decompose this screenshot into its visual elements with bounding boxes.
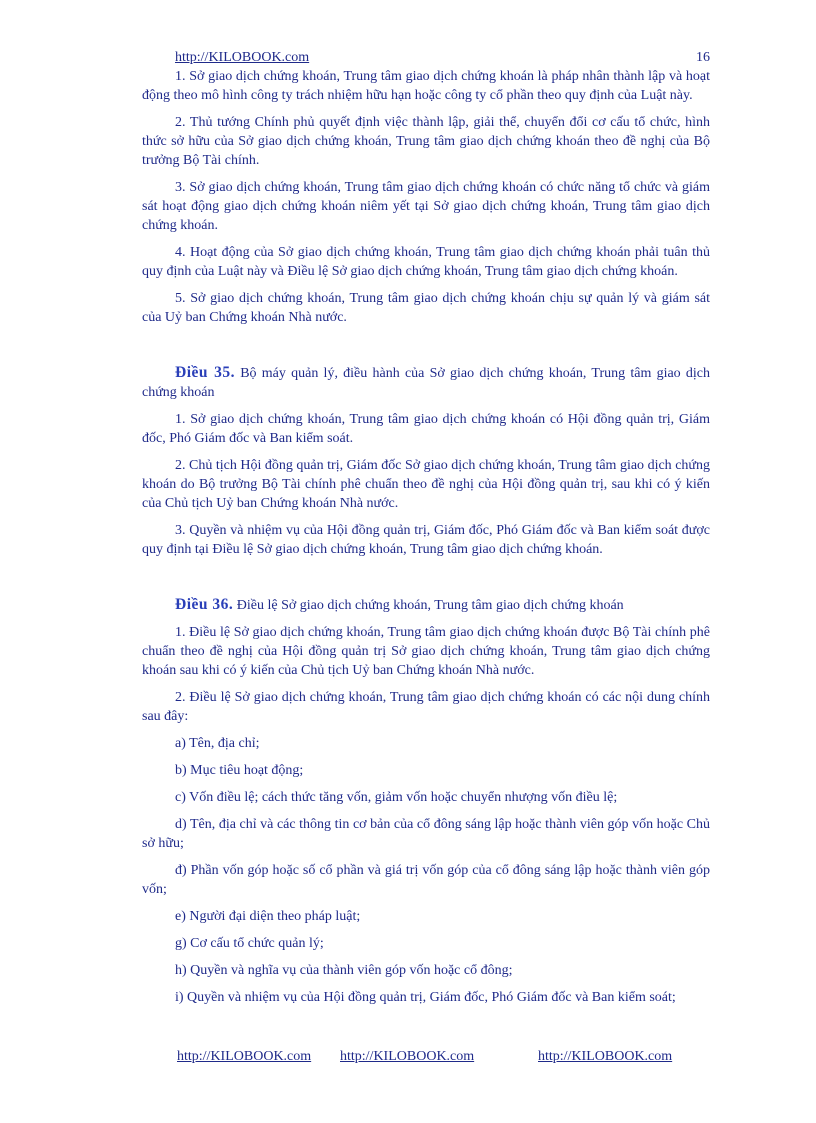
header-link[interactable]: http://KILOBOOK.com (175, 50, 310, 65)
list-item: i) Quyền và nhiệm vụ của Hội đồng quản trị, Giám đốc, Phó Giám đốc và Ban kiểm soát; (175, 990, 676, 1005)
list-item: đ) Phần vốn góp hoặc số cổ phần và giá trị vốn góp của cổ đông sáng lập hoặc thành viên góp vốn; (142, 863, 710, 897)
list-item: d) Tên, địa chỉ và các thông tin cơ bản của cổ đông sáng lập hoặc thành viên góp vốn hoặc Chủ sở hữu; (142, 817, 710, 851)
article-title: Điều lệ Sở giao dịch chứng khoán, Trung tâm giao dịch chứng khoán (233, 598, 624, 613)
list-item: b) Mục tiêu hoạt động; (175, 763, 304, 778)
article-title: Bộ máy quản lý, điều hành của Sở giao dịch chứng khoán, Trung tâm giao dịch chứng khoán (142, 366, 711, 400)
paragraph: 2. Chủ tịch Hội đồng quản trị, Giám đốc Sở giao dịch chứng khoán, Trung tâm giao dịch chứng khoán do Bộ trưởng Bộ Tài chính phê chuẩn theo đề nghị của Hội đồng quản trị, sau khi có ý kiến của Chủ tịch Uỷ ban Chứng khoán Nhà nước. (142, 458, 710, 511)
paragraph: 4. Hoạt động của Sở giao dịch chứng khoán, Trung tâm giao dịch chứng khoán phải tuân thủ quy định của Luật này và Điều lệ Sở giao dịch chứng khoán, Trung tâm giao dịch chứng khoán. (142, 245, 710, 279)
paragraph: 2. Thủ tướng Chính phủ quyết định việc thành lập, giải thể, chuyển đổi cơ cấu tổ chức, hình thức sở hữu của Sở giao dịch chứng khoán, Trung tâm giao dịch chứng khoán theo đề nghị của Bộ trưởng Bộ Tài chính. (142, 115, 710, 168)
document-page (142, 46, 710, 1015)
list-item: h) Quyền và nghĩa vụ của thành viên góp vốn hoặc cổ đông; (175, 963, 513, 978)
list-item: c) Vốn điều lệ; cách thức tăng vốn, giảm vốn hoặc chuyển nhượng vốn điều lệ; (175, 790, 618, 805)
paragraph: 2. Điều lệ Sở giao dịch chứng khoán, Trung tâm giao dịch chứng khoán có các nội dung chính sau đây: (142, 690, 710, 724)
page-number: 16 (696, 50, 710, 65)
paragraph: 3. Quyền và nhiệm vụ của Hội đồng quản trị, Giám đốc, Phó Giám đốc và Ban kiểm soát được quy định tại Điều lệ Sở giao dịch chứng khoán, Trung tâm giao dịch chứng khoán. (142, 523, 710, 557)
paragraph: 1. Sở giao dịch chứng khoán, Trung tâm giao dịch chứng khoán là pháp nhân thành lập và hoạt động theo mô hình công ty trách nhiệm hữu hạn hoặc công ty cổ phần theo quy định của Luật này. (142, 69, 710, 103)
footer-link-1[interactable]: http://KILOBOOK.com (177, 1049, 312, 1064)
footer-link-2[interactable]: http://KILOBOOK.com (340, 1049, 475, 1064)
article-35 (142, 363, 710, 559)
list-item: e) Người đại diện theo pháp luật; (175, 909, 361, 924)
article-heading (142, 595, 710, 615)
paragraph: 3. Sở giao dịch chứng khoán, Trung tâm giao dịch chứng khoán có chức năng tổ chức và giám sát hoạt động giao dịch chứng khoán niêm yết tại Sở giao dịch chứng khoán, Trung tâm giao dịch chứng khoán. (142, 180, 710, 233)
article-heading (142, 363, 710, 402)
article-label: Điều 36. (175, 596, 234, 613)
paragraph: 1. Điều lệ Sở giao dịch chứng khoán, Trung tâm giao dịch chứng khoán được Bộ Tài chính phê chuẩn theo đề nghị của Hội đồng quản trị Sở giao dịch chứng khoán, Trung tâm giao dịch chứng khoán sau khi có ý kiến của Chủ tịch Uỷ ban Chứng khoán Nhà nước. (142, 625, 710, 678)
paragraph: 1. Sở giao dịch chứng khoán, Trung tâm giao dịch chứng khoán có Hội đồng quản trị, Giám đốc, Phó Giám đốc và Ban kiểm soát. (142, 412, 710, 446)
footer-link-3[interactable]: http://KILOBOOK.com (538, 1049, 673, 1064)
intro-section (142, 67, 710, 327)
article-label: Điều 35. (175, 364, 235, 381)
list-item: a) Tên, địa chỉ; (175, 736, 260, 751)
article-36 (142, 595, 710, 1007)
list-item: g) Cơ cấu tổ chức quản lý; (175, 936, 324, 951)
page-header (142, 46, 710, 66)
paragraph: 5. Sở giao dịch chứng khoán, Trung tâm giao dịch chứng khoán chịu sự quản lý và giám sát của Uỷ ban Chứng khoán Nhà nước. (142, 291, 710, 325)
